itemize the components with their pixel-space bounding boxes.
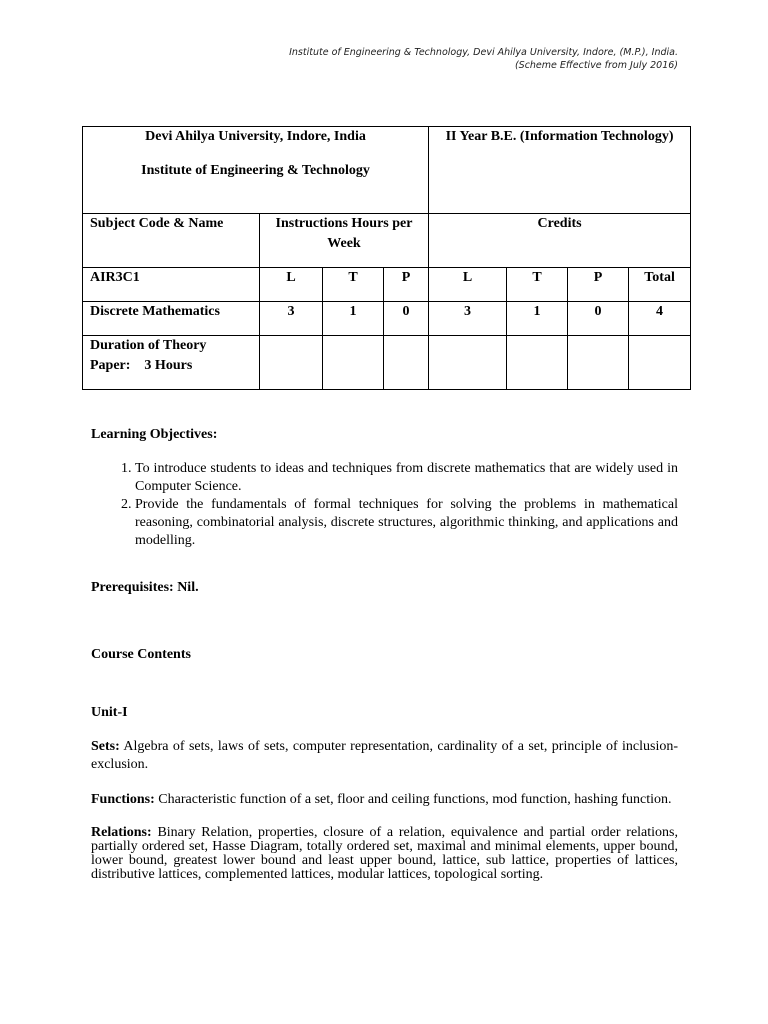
col-lecture: L [260,268,323,302]
subject-code-name-label: Subject Code & Name [83,214,260,268]
relations-label: Relations: [91,825,152,840]
prerequisites: Prerequisites: Nil. [91,580,199,595]
functions-paragraph [91,791,678,809]
duration-line1: Duration of Theory [90,338,207,353]
hours-practical: 0 [384,302,429,336]
objective-item: 2. Provide the fundamentals of formal techniques for solving the problems in mathematical reasoning, combinatorial analysis, discrete structures, algorithmic thinking, and applications and modelling. [135,496,678,550]
credits-total: 4 [629,302,691,336]
subject-code: AIR3C1 [83,268,260,302]
header-scheme-line: (Scheme Effective from July 2016) [514,60,678,71]
institute-name: Institute of Engineering & Technology [141,163,370,178]
learning-objectives-heading: Learning Objectives: [91,427,218,442]
functions-label: Functions: [91,792,155,807]
document-body [91,426,678,882]
col-credit-total: Total [629,268,691,302]
sets-paragraph [91,738,678,774]
empty-cell [429,336,507,390]
university-name: Devi Ahilya University, Indore, India [145,129,366,144]
course-contents-heading: Course Contents [91,647,191,662]
empty-cell [323,336,384,390]
objective-item: 1. To introduce students to ideas and techniques from discrete mathematics that are widely used in Computer Science. [135,460,678,496]
empty-cell [568,336,629,390]
year-program: II Year B.E. (Information Technology) [429,127,691,214]
page-header [289,46,678,72]
credits-practical: 0 [568,302,629,336]
sets-label: Sets: [91,739,120,754]
empty-cell [507,336,568,390]
syllabus-table [82,126,691,390]
empty-cell [260,336,323,390]
col-practical: P [384,268,429,302]
empty-cell [384,336,429,390]
hours-lecture: 3 [260,302,323,336]
unit-title: Unit-I [91,705,128,720]
col-credit-tutorial: T [507,268,568,302]
credits-lecture: 3 [429,302,507,336]
objectives-list [91,460,678,550]
header-institute-line: Institute of Engineering & Technology, Devi Ahilya University, Indore, (M.P.), India. [289,47,678,58]
col-credit-practical: P [568,268,629,302]
relations-text: Binary Relation, properties, closure of a relation, equivalence and partial order relations, partially ordered set, Hasse Diagram, totally ordered set, maximal and minimal elements, upper bound, lower bound, greatest lower bound and least upper bound, lattice, sub lattice, properties of lattices, distributive lattices, complemented lattices, modular lattices, topological sorting. [91,825,678,882]
empty-cell [629,336,691,390]
instruction-hours-label: Instructions Hours per Week [260,214,429,268]
relations-paragraph [91,826,678,882]
duration-line2: Paper: 3 Hours [90,358,193,373]
col-tutorial: T [323,268,384,302]
credits-label: Credits [429,214,691,268]
subject-name: Discrete Mathematics [83,302,260,336]
col-credit-lecture: L [429,268,507,302]
credits-tutorial: 1 [507,302,568,336]
duration-cell [83,336,260,390]
table-university-cell [83,127,429,214]
functions-text: Characteristic function of a set, floor and ceiling functions, mod function, hashing function. [158,792,672,807]
sets-text: Algebra of sets, laws of sets, computer representation, cardinality of a set, principle of inclusion-exclusion. [91,739,678,772]
hours-tutorial: 1 [323,302,384,336]
